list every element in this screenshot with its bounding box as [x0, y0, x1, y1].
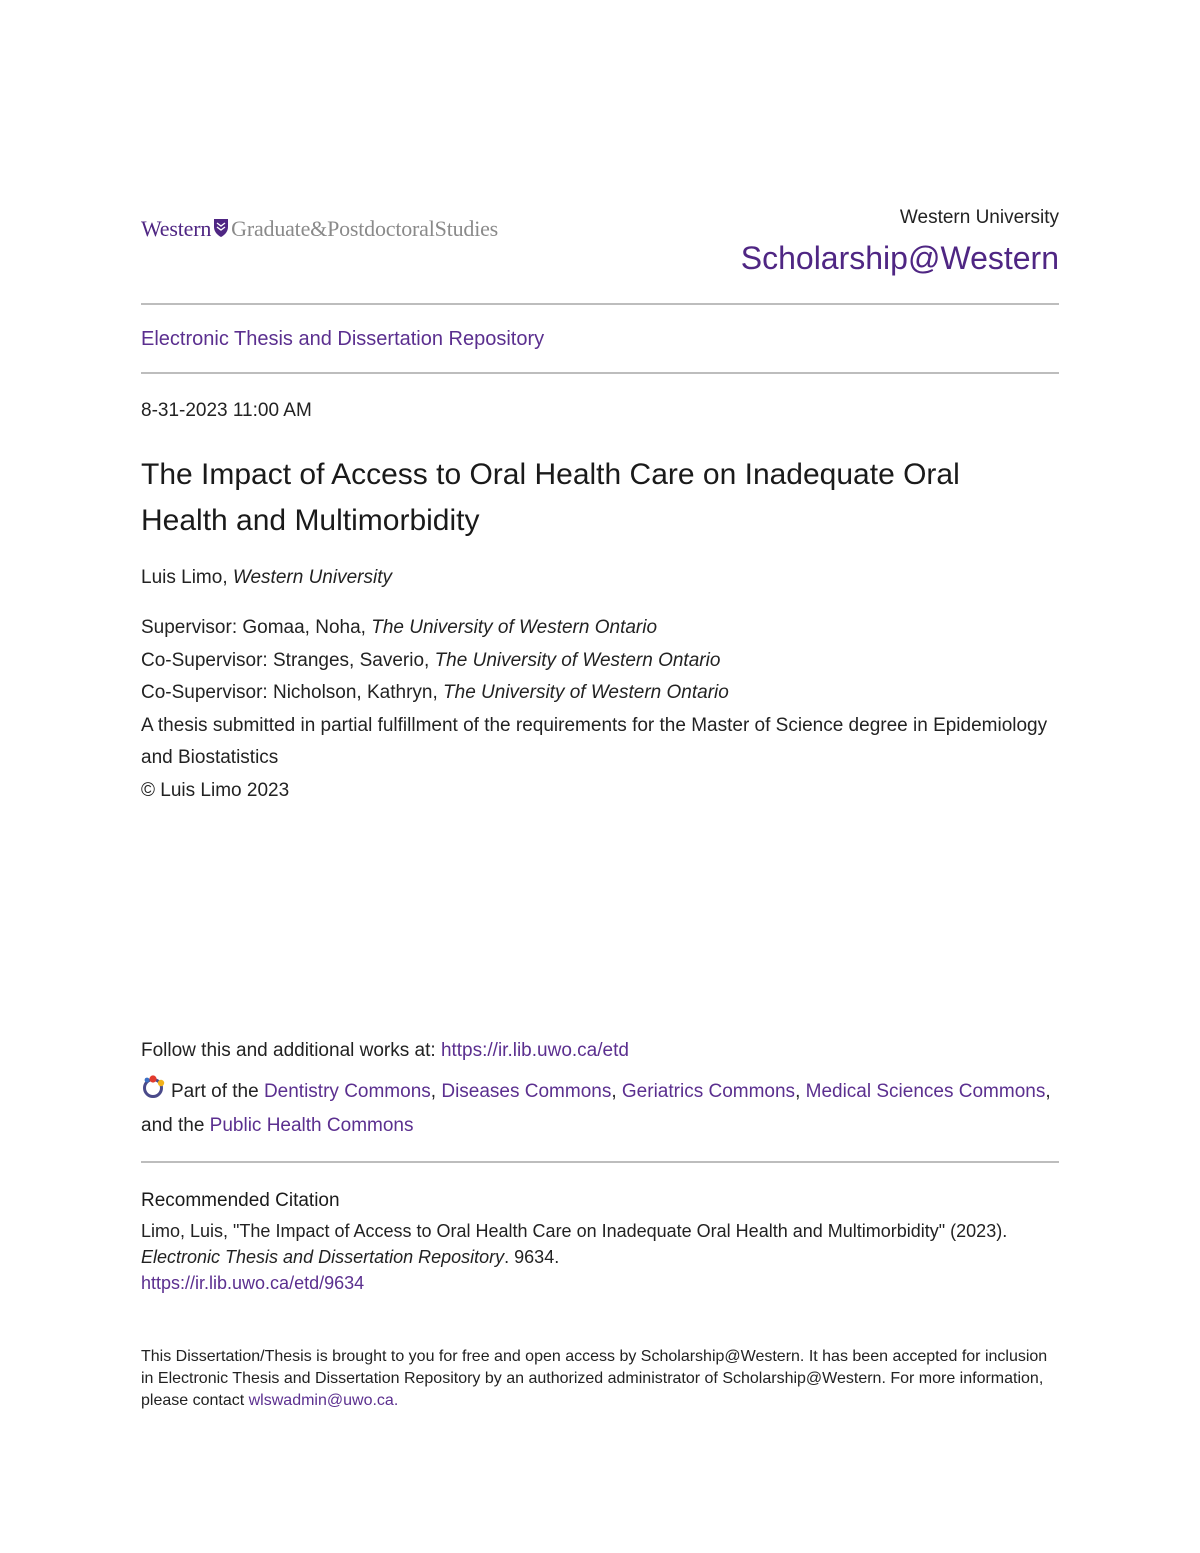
citation-number: . 9634. — [504, 1247, 560, 1267]
follow-prefix: Follow this and additional works at: — [141, 1040, 441, 1061]
access-statement-end: . — [393, 1392, 399, 1409]
co-supervisor-line — [141, 645, 1059, 678]
co-supervisor-label: Co-Supervisor: Nicholson, Kathryn, — [141, 682, 444, 703]
commons-and-the: , and the — [141, 1081, 1051, 1136]
copyright-notice: © Luis Limo 2023 — [141, 779, 290, 801]
co-supervisor-line — [141, 677, 1059, 710]
supervisor-label: Supervisor: Gomaa, Noha, — [141, 617, 372, 638]
shield-icon — [213, 218, 229, 244]
degree-statement: A thesis submitted in partial fulfillment of the requirements for the Master of Science degree in Epidemiology and Biostatistics — [141, 714, 1048, 768]
dentistry-commons-link[interactable]: Dentistry Commons — [263, 1081, 431, 1102]
publication-date: 8-31-2023 11:00 AM — [141, 400, 312, 421]
header-divider — [141, 303, 1059, 305]
citation-journal: Electronic Thesis and Dissertation Repository — [141, 1247, 505, 1267]
author-affiliation: Western University — [232, 567, 392, 588]
author-line — [141, 567, 392, 589]
logo-western-text: Western — [141, 216, 212, 241]
geriatrics-commons-link[interactable]: Geriatrics Commons — [621, 1081, 796, 1102]
commons-separator: , — [430, 1081, 442, 1102]
co-supervisor-affiliation: The University of Western Ontario — [434, 649, 721, 671]
supervisor-line — [141, 612, 1059, 645]
repository-link[interactable]: Electronic Thesis and Dissertation Repository — [141, 328, 545, 350]
diseases-commons-link[interactable]: Diseases Commons — [441, 1081, 612, 1102]
citation-text: Limo, Luis, "The Impact of Access to Oral Health Care on Inadequate Oral Health and Multimorbidity" (2023). — [141, 1221, 1008, 1241]
thesis-title: The Impact of Access to Oral Health Care on Inadequate Oral Health and Multimorbidity — [141, 458, 960, 537]
commons-separator: , — [611, 1081, 622, 1102]
part-of-commons — [141, 1074, 1059, 1141]
commons-separator: , — [795, 1081, 806, 1102]
author-name: Luis Limo — [141, 567, 223, 588]
site-name-link[interactable]: Scholarship@Western — [740, 240, 1059, 276]
public-health-commons-link[interactable]: Public Health Commons — [209, 1115, 414, 1136]
document-page — [141, 0, 1059, 1553]
citation-block — [141, 1218, 1059, 1296]
repository-divider — [141, 372, 1059, 374]
network-commons-icon — [141, 1074, 167, 1110]
etd-collection-link[interactable]: https://ir.lib.uwo.ca/etd — [440, 1040, 629, 1061]
contact-email-link[interactable]: wlswadmin@uwo.ca — [248, 1392, 394, 1409]
institution-name: Western University — [899, 207, 1059, 228]
logo-gps-text: Graduate&PostdoctoralStudies — [231, 216, 499, 241]
medical-sciences-commons-link[interactable]: Medical Sciences Commons — [805, 1081, 1046, 1102]
western-gps-logo[interactable] — [141, 216, 498, 244]
thesis-metadata — [141, 612, 1059, 807]
citation-heading: Recommended Citation — [141, 1190, 340, 1211]
citation-divider — [141, 1161, 1059, 1163]
co-supervisor-affiliation: The University of Western Ontario — [443, 682, 729, 703]
access-statement-text: This Dissertation/Thesis is brought to you for free and open access by Scholarship@Western. It has been accepted for inclusion in Electronic Thesis and Dissertation Repository by an authorized administrator of Scholarship@Western. For more information, please contact — [141, 1348, 1048, 1409]
access-statement — [141, 1346, 1059, 1412]
author-separator: , — [222, 567, 233, 588]
citation-link[interactable]: https://ir.lib.uwo.ca/etd/9634 — [141, 1273, 365, 1293]
supervisor-affiliation: The University of Western Ontario — [371, 617, 658, 638]
co-supervisor-label: Co-Supervisor: Stranges, Saverio, — [141, 649, 435, 671]
follow-line — [141, 1040, 629, 1062]
part-of-prefix: Part of the — [171, 1081, 264, 1102]
